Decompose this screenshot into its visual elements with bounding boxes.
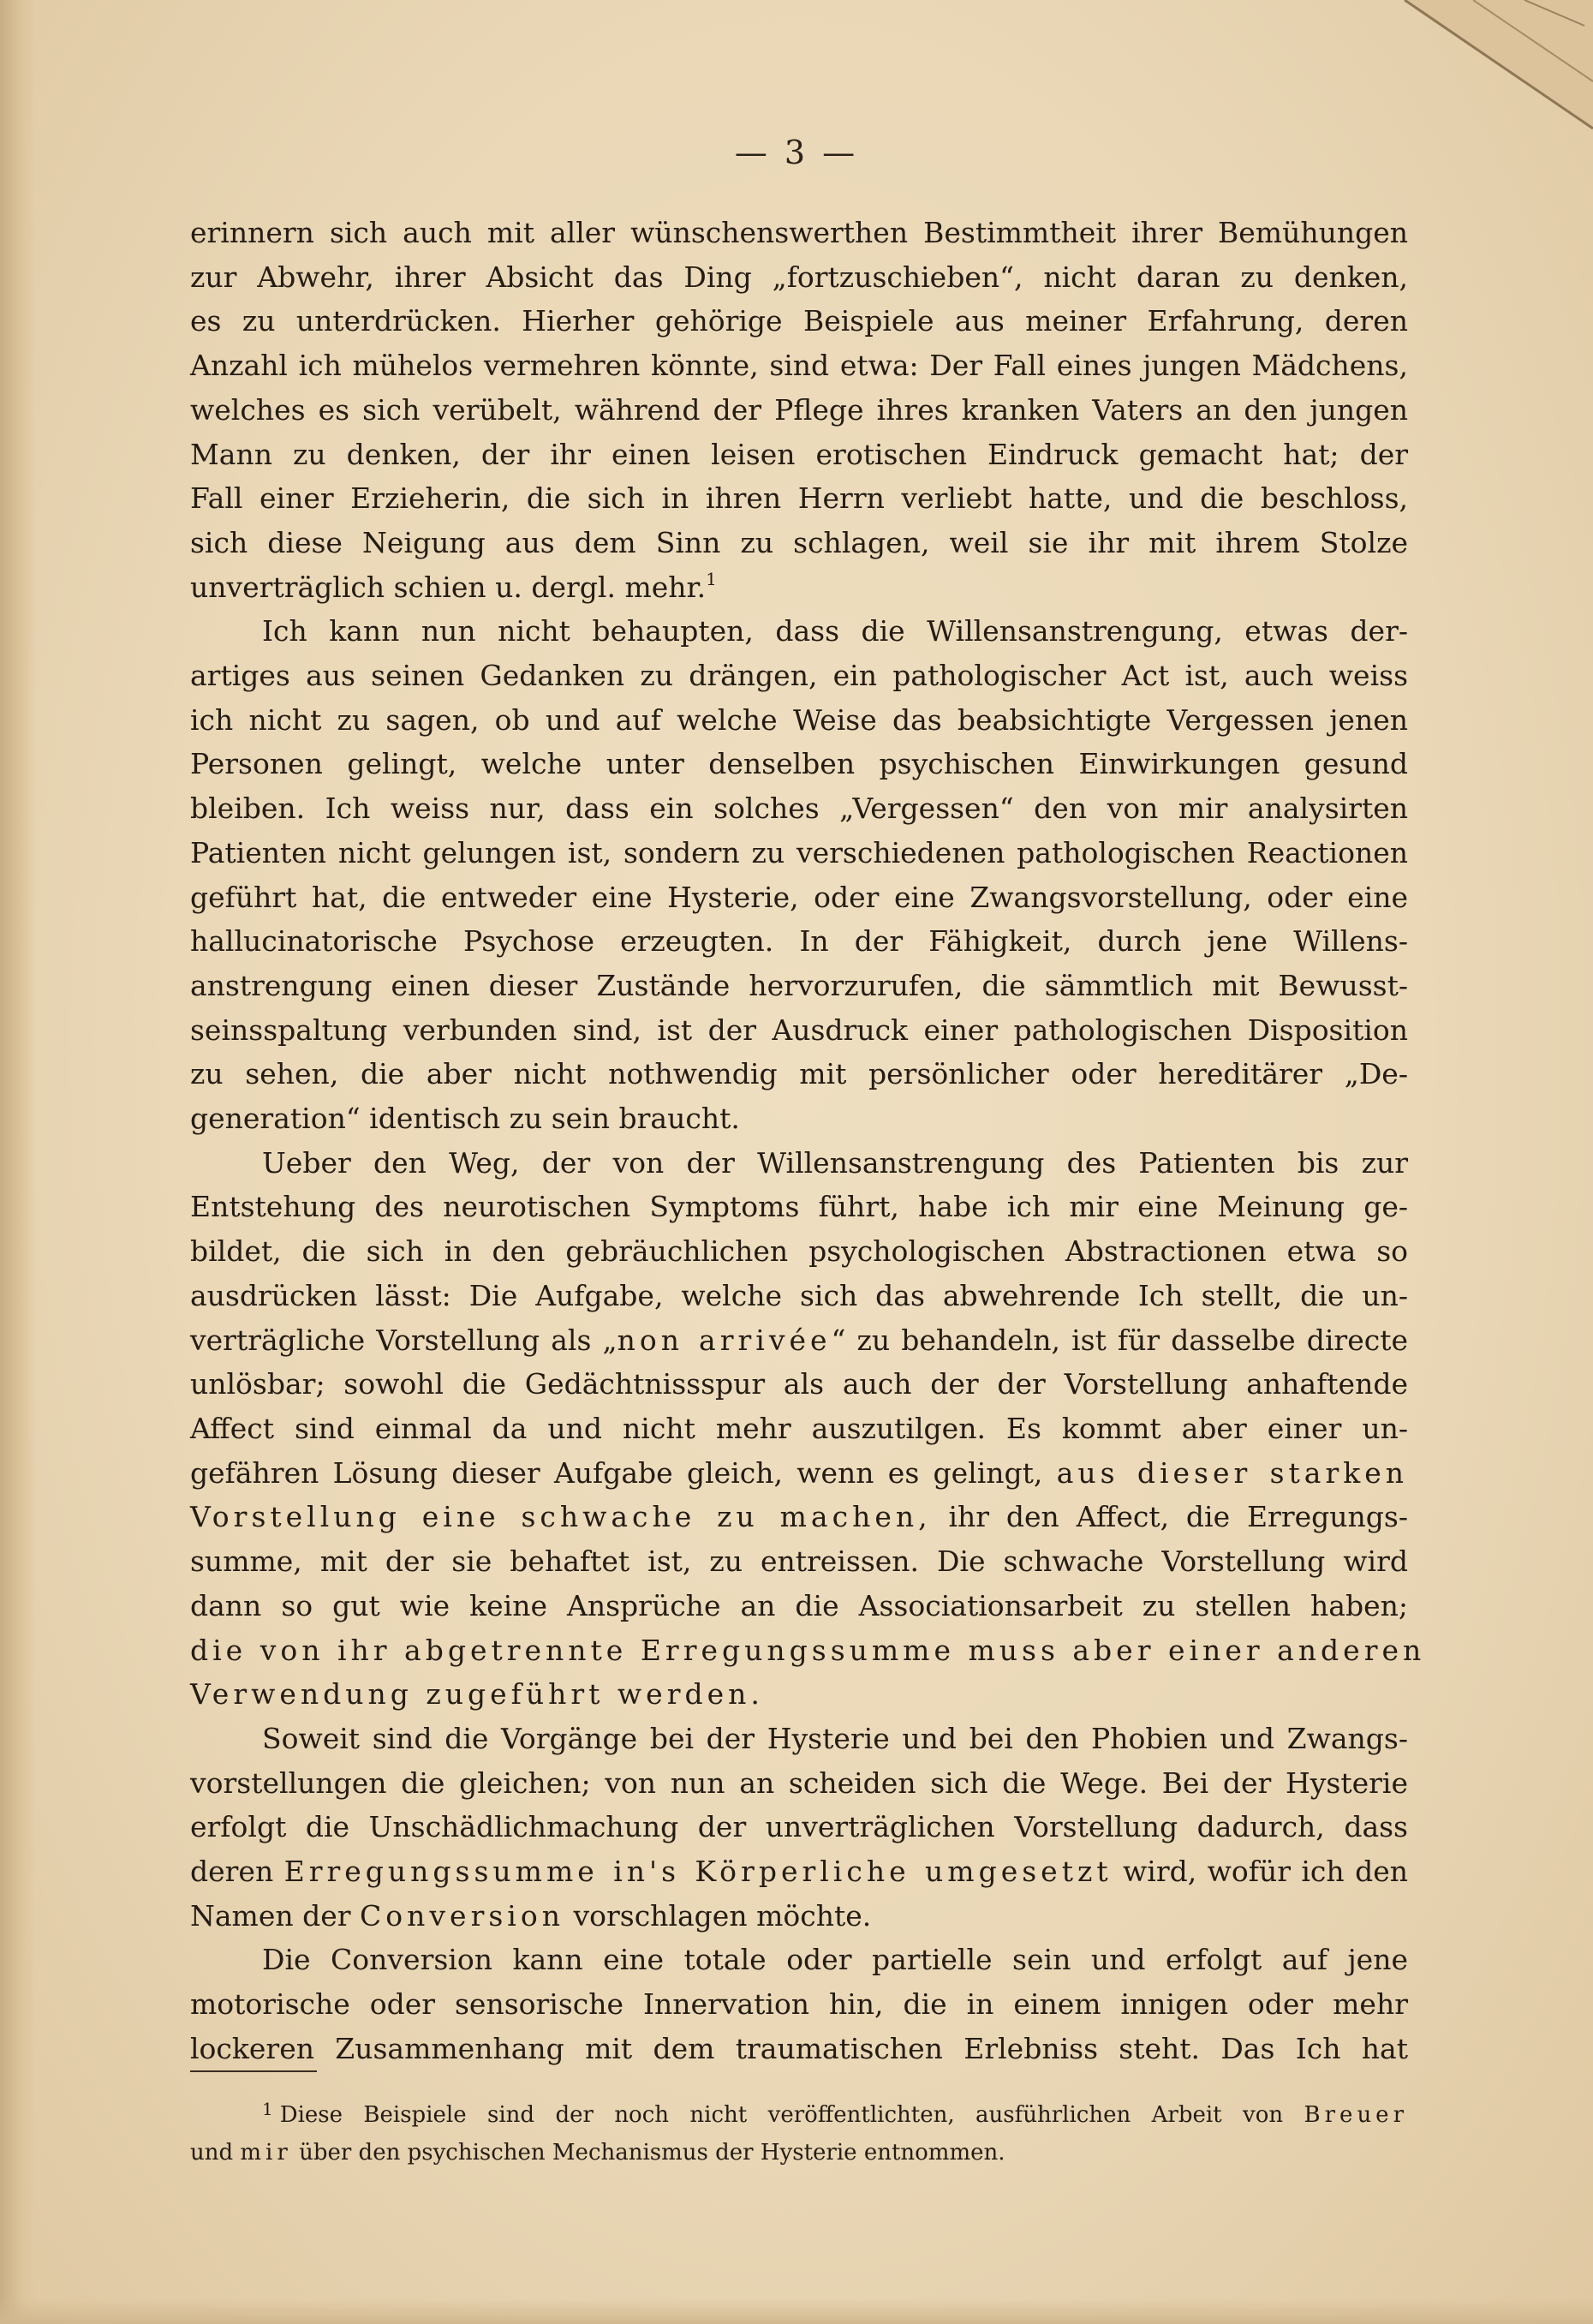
- text-line: Patienten nicht gelungen ist, sondern zu verschiedenen pathologischen Reactionen: [190, 835, 1408, 869]
- text-line: zur Abwehr, ihrer Absicht das Ding „fortzuschieben“, nicht daran zu denken,: [190, 260, 1408, 294]
- text-fragment: verträgliche Vorstellung als „: [190, 1323, 618, 1357]
- text-line: ausdrücken lässt: Die Aufgabe, welche sich das abwehrende Ich stellt, die un-: [190, 1278, 1408, 1312]
- footnote-line: [190, 2090, 1408, 2134]
- text-fragment: unverträglich schien u. dergl. mehr.: [190, 570, 707, 604]
- text-fragment: “ zu behandeln, ist für dasselbe directe: [831, 1323, 1409, 1357]
- text-line: vorstellungen die gleichen; von nun an scheiden sich die Wege. Bei der Hysterie: [190, 1765, 1408, 1800]
- text-line: Die Conversion kann eine totale oder partielle sein und erfolgt auf jene: [262, 1943, 1408, 1977]
- text-line: erfolgt die Unschädlichmachung der unverträglichen Vorstellung dadurch, dass: [190, 1810, 1408, 1844]
- spaced-emphasis-line: die von ihr abgetrennte Erregungssumme muss aber einer anderen: [190, 1633, 1426, 1667]
- text-line: bildet, die sich in den gebräuchlichen psychologischen Abstractionen etwa so: [190, 1234, 1408, 1269]
- footnote: [190, 2090, 1408, 2172]
- text-line: [190, 1318, 1408, 1363]
- footnote-reference: 1: [706, 568, 717, 589]
- text-fragment: deren: [190, 1855, 274, 1889]
- page-left-edge: [0, 0, 36, 2324]
- text-line: bleiben. Ich weiss nur, dass ein solches „Vergessen“ den von mir analysirten: [190, 792, 1408, 826]
- spaced-emphasis: Conversion: [360, 1898, 564, 1933]
- text-fragment: wird, wofür ich den: [1123, 1855, 1408, 1889]
- text-line: welches es sich verübelt, während der Pflege ihres kranken Vaters an den jungen: [190, 392, 1408, 427]
- text-line: geführt hat, die entweder eine Hysterie, oder eine Zwangsvorstellung, oder eine: [190, 880, 1408, 914]
- text-line: Soweit sind die Vorgänge bei der Hysterie und bei den Phobien und Zwangs-: [262, 1721, 1408, 1755]
- text-line: [190, 1849, 1408, 1894]
- text-line: seinsspaltung verbunden sind, ist der Ausdruck einer pathologischen Disposition: [190, 1013, 1408, 1047]
- page-number: — 3 —: [734, 134, 859, 171]
- text-line: Personen gelingt, welche unter denselben psychischen Einwirkungen gesund: [190, 747, 1408, 781]
- text-line: hallucinatorische Psychose erzeugten. In der Fähigkeit, durch jene Willens-: [190, 924, 1408, 959]
- text-line: summe, mit der sie behaftet ist, zu entreissen. Die schwache Vorstellung wird: [190, 1544, 1408, 1579]
- text-line: [190, 565, 1408, 610]
- spaced-emphasis: mir: [240, 2140, 292, 2166]
- text-line: Ich kann nun nicht behaupten, dass die Willensanstrengung, etwas der-: [262, 614, 1408, 648]
- text-line: zu sehen, die aber nicht nothwendig mit persönlicher oder hereditärer „De-: [190, 1057, 1408, 1091]
- text-line: Entstehung des neurotischen Symptoms führt, habe ich mir eine Meinung ge-: [190, 1190, 1408, 1224]
- text-line: lockeren Zusammenhang mit dem traumatischen Erlebniss steht. Das Ich hat: [190, 2031, 1408, 2065]
- text-line: Ueber den Weg, der von der Willensanstrengung des Patienten bis zur: [262, 1145, 1408, 1180]
- text-line: ich nicht zu sagen, ob und auf welche Weise das beabsichtigte Vergessen jenen: [190, 702, 1408, 737]
- spaced-emphasis: non arrivée: [617, 1323, 832, 1357]
- text-fragment: über den psychischen Mechanismus der Hysterie entnommen.: [299, 2140, 1005, 2166]
- text-line: sich diese Neigung aus dem Sinn zu schlagen, weil sie ihr mit ihrem Stolze: [190, 525, 1408, 559]
- spaced-emphasis-line: Verwendung zugeführt werden.: [190, 1677, 764, 1712]
- text-line: es zu unterdrücken. Hierher gehörige Beispiele aus meiner Erfahrung, deren: [190, 304, 1408, 338]
- text-line: [190, 1451, 1408, 1496]
- spaced-emphasis: Vorstellung eine schwache zu machen,: [190, 1500, 932, 1534]
- text-line: erinnern sich auch mit aller wünschenswerthen Bestimmtheit ihrer Bemühungen: [190, 216, 1408, 249]
- text-line: [190, 1894, 1408, 1939]
- text-fragment: ihr den Affect, die Erregungs-: [948, 1500, 1408, 1534]
- spaced-emphasis: aus dieser starken: [1056, 1455, 1408, 1490]
- text-line: anstrengung einen dieser Zustände hervorzurufen, die sämmtlich mit Bewusst-: [190, 968, 1408, 1002]
- text-fragment: Namen der: [190, 1898, 351, 1933]
- footnote-mark: 1: [262, 2099, 273, 2119]
- body-text: [190, 211, 1426, 2071]
- text-line: Fall einer Erzieherin, die sich in ihren Herrn verliebt hatte, und die beschloss,: [190, 481, 1408, 516]
- spaced-emphasis: Erregungssumme in's Körperliche umgesetzt: [283, 1855, 1113, 1889]
- text-line: unlösbar; sowohl die Gedächtnissspur als auch der der Vorstellung anhaftende: [190, 1367, 1408, 1401]
- text-fragment: gefähren Lösung dieser Aufgabe gleich, wenn es gelingt,: [190, 1455, 1043, 1490]
- text-line: dann so gut wie keine Ansprüche an die Associationsarbeit zu stellen haben;: [190, 1588, 1408, 1622]
- footnote-rule: [190, 2070, 317, 2072]
- text-line: artiges aus seinen Gedanken zu drängen, ein pathologischer Act ist, auch weiss: [190, 659, 1408, 693]
- text-fragment: Diese Beispiele sind der noch nicht veröffentlichten, ausführlichen Arbeit von: [279, 2102, 1284, 2128]
- text-fragment: vorschlagen möchte.: [573, 1898, 872, 1933]
- text-line: Mann zu denken, der ihr einen leisen erotischen Eindruck gemacht hat; der: [190, 437, 1408, 471]
- spaced-emphasis: Breuer: [1304, 2102, 1408, 2128]
- folded-corner: [1370, 0, 1593, 154]
- footnote-line: [190, 2134, 1408, 2172]
- text-line: motorische oder sensorische Innervation hin, die in einem innigen oder mehr: [190, 1987, 1408, 2022]
- text-line: Affect sind einmal da und nicht mehr auszutilgen. Es kommt aber einer un-: [190, 1411, 1408, 1445]
- page-bottom-edge: [0, 2298, 1593, 2324]
- text-line: generation“ identisch zu sein braucht.: [190, 1102, 740, 1136]
- text-fragment: und: [190, 2140, 234, 2166]
- text-line: [190, 1495, 1408, 1539]
- text-line: Anzahl ich mühelos vermehren könnte, sind etwa: Der Fall eines jungen Mädchens,: [190, 349, 1408, 383]
